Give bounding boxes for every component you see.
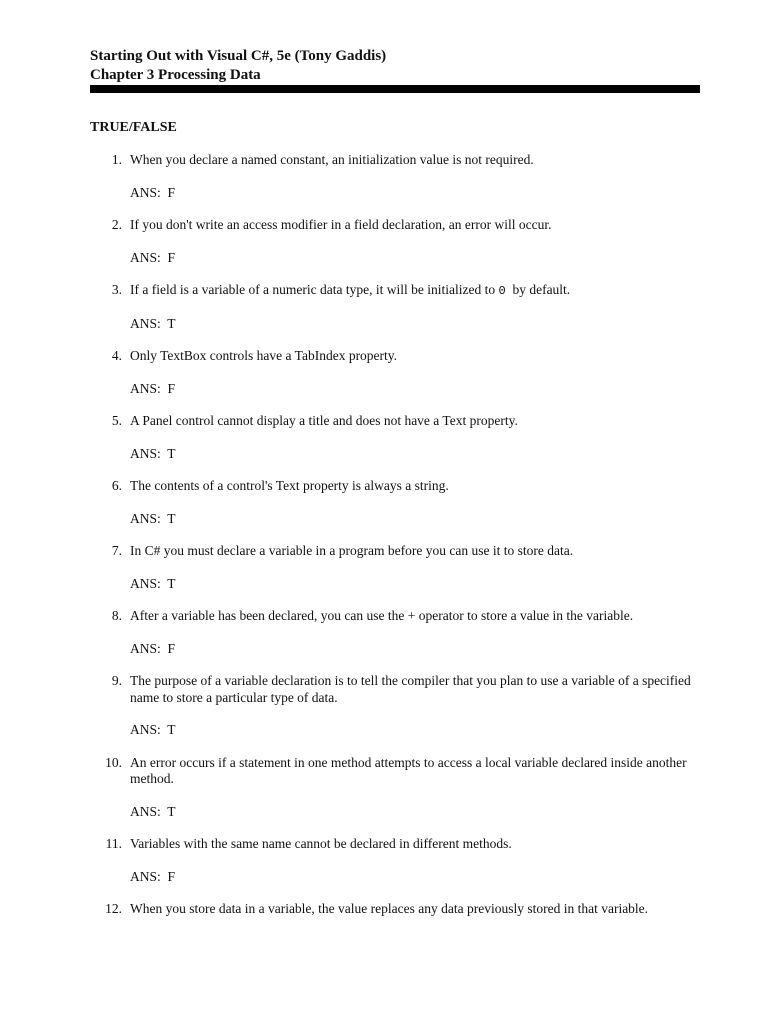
- answer-line: [130, 446, 702, 463]
- question-text: An error occurs if a statement in one method attempts to access a local variable declared inside another method.: [130, 754, 687, 786]
- chapter-title: Chapter 3 Processing Data: [90, 67, 261, 83]
- question-item: [90, 901, 702, 918]
- question-item: [90, 543, 702, 608]
- question-text: The contents of a control's Text property is always a string.: [130, 478, 449, 493]
- answer-value: T: [167, 445, 176, 461]
- answer-prefix: ANS:: [130, 640, 161, 656]
- question-item: [90, 282, 702, 348]
- header-rule: [90, 85, 700, 93]
- section-title: TRUE/FALSE: [90, 120, 177, 135]
- question-number: 12.: [105, 901, 122, 916]
- answer-prefix: ANS:: [130, 315, 161, 331]
- question-text: Variables with the same name cannot be declared in different methods.: [130, 836, 512, 851]
- answer-line: [130, 316, 702, 333]
- answer-line: [130, 250, 702, 267]
- answer-line: [130, 804, 702, 821]
- question-text: [130, 282, 702, 300]
- question-item: [90, 478, 702, 543]
- answer-value: F: [167, 640, 176, 656]
- answer-value: T: [167, 575, 176, 591]
- question-item: [90, 608, 702, 673]
- question-number: 4.: [111, 348, 122, 363]
- question-number: 2.: [111, 217, 122, 232]
- question-item: [90, 755, 702, 837]
- book-title: Starting Out with Visual C#, 5e (Tony Gaddis): [90, 48, 387, 64]
- answer-value: F: [167, 868, 176, 884]
- answer-line: [130, 381, 702, 398]
- answer-prefix: ANS:: [130, 722, 161, 737]
- answer-line: [130, 641, 702, 658]
- question-text: In C# you must declare a variable in a program before you can use it to store data.: [130, 543, 574, 558]
- answer-line: [130, 511, 702, 528]
- answer-prefix: ANS:: [130, 510, 161, 526]
- question-item: [90, 348, 702, 413]
- question-number: 1.: [111, 152, 122, 167]
- answer-prefix: ANS:: [130, 803, 161, 819]
- answer-line: [130, 576, 702, 593]
- question-text: The purpose of a variable declaration is to tell the compiler that you plan to use a variable of a specified name to store a particular type of data.: [130, 673, 691, 705]
- question-text: Only TextBox controls have a TabIndex property.: [130, 348, 398, 363]
- question-number: 3.: [111, 282, 122, 297]
- question-number: 8.: [111, 608, 122, 623]
- answer-value: T: [167, 510, 176, 526]
- question-text: If you don't write an access modifier in a field declaration, an error will occur.: [130, 217, 552, 232]
- question-text: After a variable has been declared, you can use the + operator to store a value in the variable.: [130, 608, 634, 623]
- question-list: [90, 152, 702, 918]
- question-number: 6.: [111, 478, 122, 493]
- question-number: 7.: [111, 543, 122, 558]
- document-header: [90, 47, 700, 85]
- answer-prefix: ANS:: [130, 249, 161, 265]
- answer-line: [130, 185, 702, 202]
- question-text-before: If a field is a variable of a numeric data type, it will be initialized to: [130, 282, 496, 297]
- question-number: 11.: [105, 836, 122, 851]
- answer-value: T: [167, 803, 176, 819]
- question-item: [90, 673, 702, 755]
- answer-prefix: ANS:: [130, 445, 161, 461]
- answer-line: [130, 722, 702, 739]
- answer-prefix: ANS:: [130, 380, 161, 396]
- question-number: 9.: [111, 673, 122, 688]
- answer-prefix: ANS:: [130, 868, 161, 884]
- question-number: 5.: [111, 413, 122, 428]
- question-text-after: by default.: [512, 282, 571, 297]
- code-literal: 0: [498, 284, 506, 298]
- answer-value: F: [167, 380, 176, 396]
- question-text: A Panel control cannot display a title and does not have a Text property.: [130, 413, 518, 428]
- answer-value: F: [167, 184, 176, 200]
- answer-value: T: [167, 315, 176, 331]
- question-item: [90, 217, 702, 282]
- question-text: When you declare a named constant, an initialization value is not required.: [130, 152, 534, 167]
- question-item: [90, 413, 702, 478]
- answer-value: T: [167, 722, 176, 737]
- question-number: 10.: [105, 754, 122, 770]
- answer-prefix: ANS:: [130, 575, 161, 591]
- question-item: [90, 836, 702, 901]
- question-text: When you store data in a variable, the value replaces any data previously stored in that variable.: [130, 901, 649, 916]
- question-item: [90, 152, 702, 217]
- answer-prefix: ANS:: [130, 184, 161, 200]
- answer-line: [130, 869, 702, 886]
- answer-value: F: [167, 249, 176, 265]
